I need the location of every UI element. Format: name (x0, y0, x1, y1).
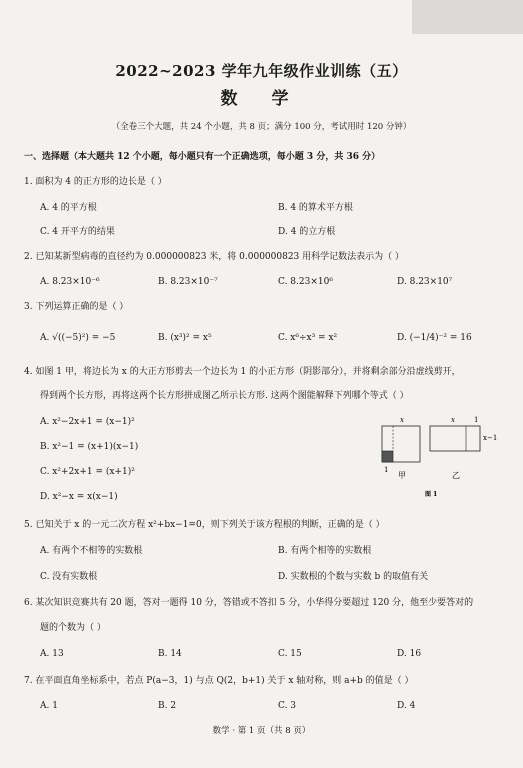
q4-option-b: B. x²−1 = (x+1)(x−1) (40, 442, 139, 452)
page-footer: 数学 · 第 1 页（共 8 页） (212, 726, 311, 736)
q6-option-a: A. 13 (40, 649, 64, 659)
q2-stem: 2. 已知某新型病毒的直径约为 0.000000823 米，将 0.000000823 用科学记数法表示为（ ） (24, 252, 404, 262)
q4-option-a: A. x²−2x+1 = (x−1)² (40, 417, 135, 427)
q3-option-c: C. x⁶÷x³ = x² (278, 333, 338, 343)
q5-option-a: A. 有两个不相等的实数根 (40, 546, 143, 556)
q1-option-d: D. 4 的立方根 (278, 227, 336, 237)
q6-stem-line2: 题的个数为（ ） (40, 623, 106, 633)
q3-option-d: D. (−1/4)⁻² = 16 (397, 333, 472, 343)
subject-title: 数 学 (220, 89, 303, 109)
q2-option-a: A. 8.23×10⁻⁶ (40, 277, 100, 287)
fig-label-one-bottom: 1 (384, 466, 389, 474)
q7-option-c: C. 3 (278, 701, 297, 711)
q5-option-d: D. 实数根的个数与实数 b 的取值有关 (278, 572, 429, 582)
exam-title: 2022~2023 学年九年级作业训练（五） (115, 62, 408, 80)
fig-label-jia: 甲 (398, 471, 406, 480)
q7-option-a: A. 1 (40, 701, 58, 711)
q5-option-c: C. 没有实数根 (40, 572, 98, 582)
q1-stem: 1. 面积为 4 的正方形的边长是（ ） (24, 177, 167, 187)
q6-stem-line1: 6. 某次知识竞赛共有 20 题，答对一题得 10 分，答错或不答扣 5 分，小华得分要超过 120 分，他至少要答对的 (24, 598, 474, 608)
section-heading: 一、选择题（本大题共 12 个小题，每小题只有一个正确选项，每小题 3 分，共 36 分） (24, 152, 381, 162)
q6-option-b: B. 14 (158, 649, 182, 659)
q4-option-c: C. x²+2x+1 = (x+1)² (40, 467, 135, 477)
fig-rectangle (430, 426, 480, 451)
scan-corner-shadow (412, 0, 523, 34)
q3-stem: 3. 下列运算正确的是（ ） (24, 302, 129, 312)
q7-option-d: D. 4 (397, 701, 416, 711)
q5-option-b: B. 有两个相等的实数根 (278, 546, 372, 556)
q6-option-c: C. 15 (278, 649, 302, 659)
q1-option-c: C. 4 开平方的结果 (40, 227, 115, 237)
fig-label-one-top: 1 (474, 416, 479, 424)
q2-option-c: C. 8.23×10⁶ (278, 277, 333, 287)
figure-1-squares (378, 414, 508, 504)
q5-stem: 5. 已知关于 x 的一元二次方程 x²+bx−1=0，则下列关于该方程根的判断，正确的是（ ） (24, 520, 385, 530)
fig-label-yi: 乙 (452, 471, 460, 480)
q6-option-d: D. 16 (397, 649, 422, 659)
exam-instructions: （全卷三个大题，共 24 个小题，共 8 页；满分 100 分，考试用时 120 分钟） (111, 122, 412, 132)
fig-label-side: x−1 (483, 434, 498, 442)
q4-stem-line2: 得到两个长方形，再将这两个长方形拼成图乙所示长方形. 这两个图能解释下列哪个等式（ ） (40, 391, 409, 401)
q7-stem: 7. 在平面直角坐标系中，若点 P(a−3，1) 与点 Q(2，b+1) 关于 x 轴对称，则 a+b 的值是（ ） (24, 676, 414, 686)
fig-label-x-right: x (451, 416, 455, 424)
fig-shaded-square (382, 451, 393, 462)
q2-option-b: B. 8.23×10⁻⁷ (158, 277, 218, 287)
q4-option-d: D. x²−x = x(x−1) (40, 492, 118, 502)
q3-option-b: B. (x³)² = x⁵ (158, 333, 212, 343)
q7-option-b: B. 2 (158, 701, 177, 711)
q4-stem-line1: 4. 如图 1 甲，将边长为 x 的大正方形剪去一个边长为 1 的小正方形（阴影部分），并将剩余部分沿虚线剪开， (24, 367, 461, 377)
q2-option-d: D. 8.23×10⁷ (397, 277, 453, 287)
fig-label-x-left: x (400, 416, 404, 424)
q1-option-a: A. 4 的平方根 (40, 203, 97, 213)
q3-option-a: A. √((−5)²) = −5 (40, 333, 116, 343)
q1-option-b: B. 4 的算术平方根 (278, 203, 353, 213)
fig-caption: 图 1 (425, 491, 438, 498)
